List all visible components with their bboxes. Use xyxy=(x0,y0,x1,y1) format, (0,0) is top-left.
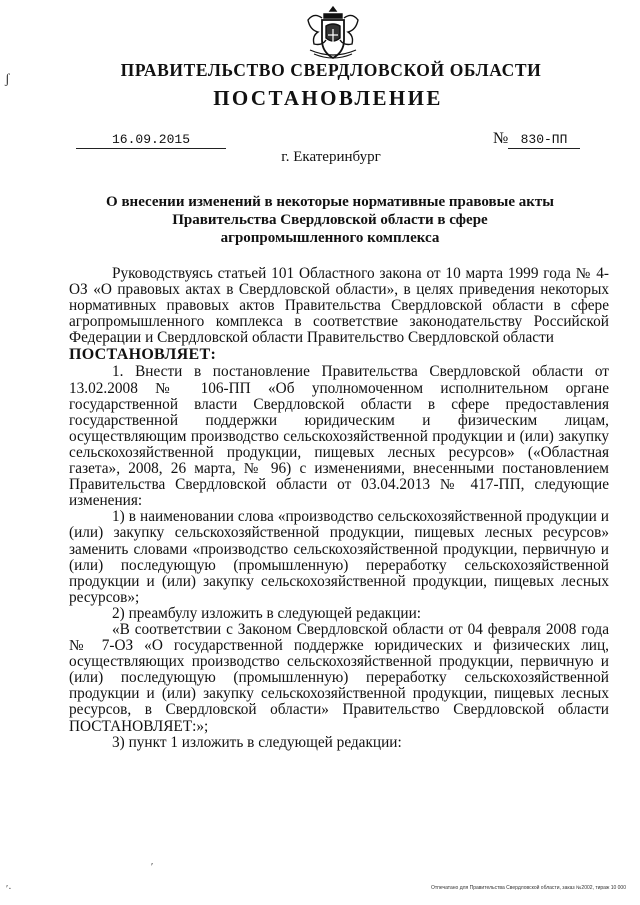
stray-mark: ʹ xyxy=(151,862,154,873)
body-paragraph: 1. Внести в постановление Правительства Свердловской области от 13.02.2008 № 106-ПП «Об уполномоченном исполнительном органе государственной власти Свердловской области в сфере предоставления государственной поддержки юридическим и физическим лицам, осуществляющим производство сельскохозяйственной продукции и (или) закупку сельскохозяйственной продукции, пищевых лесных ресурсов» («Областная газета», 2008, 26 марта, № 96) с изменениями, внесенными постановлением Правительства Свердловской области от 03.04.2013 № 417-ПП, следующие изменения: xyxy=(69,363,609,510)
document-type: ПОСТАНОВЛЕНИЕ xyxy=(213,86,443,110)
document-title xyxy=(90,193,570,247)
government-name: ПРАВИТЕЛЬСТВО СВЕРДЛОВСКОЙ ОБЛАСТИ xyxy=(120,60,542,80)
decree-word: ПОСТАНОВЛЯЕТ: xyxy=(69,346,217,364)
number-label: № xyxy=(493,130,509,147)
coat-of-arms-icon xyxy=(302,4,364,64)
title-line: агропромышленного комплекса xyxy=(220,230,440,246)
body-paragraph: 1) в наименовании слова «производство сельскохозяйственной продукции и (или) закупку сельскохозяйственной продукции, пищевых лесных ресурсов» заменить словами «производство сельскохозяйственной продукции, первичную и (или) последующую (промышленную) переработку сельскохозяйственной продукции и (или) закупку сельскохозяйственной продукции, пищевых лесных ресурсов»; xyxy=(69,508,609,606)
margin-mark: ʃ xyxy=(5,72,10,87)
body-paragraph: Руководствуясь статьей 101 Областного закона от 10 марта 1999 года № 4-ОЗ «О правовых актах в Свердловской области», в целях приведения некоторых нормативных правовых актов Правительства Свердловской области в сфере агропромышленного комплекса в соответствие законодательству Российской Федерации и Свердловской области Правительство Свердловской области xyxy=(69,265,609,347)
corner-mark: ʹ· xyxy=(6,884,12,895)
body-paragraph: 3) пункт 1 изложить в следующей редакции: xyxy=(112,733,402,751)
body-paragraph: 2) преамбулу изложить в следующей редакции: xyxy=(112,604,422,622)
date-field: 16.09.2015 xyxy=(76,132,226,149)
title-line: Правительства Свердловской области в сфере xyxy=(172,212,488,228)
title-line: О внесении изменений в некоторые нормативные правовые акты xyxy=(106,194,554,210)
print-footer: Отпечатано для Правительства Свердловской области, заказ №2002, тираж 10 000 xyxy=(430,885,626,891)
number-field: 830-ПП xyxy=(508,132,580,149)
body-paragraph: «В соответствии с Законом Свердловской области от 04 февраля 2008 года № 7-ОЗ «О государственной поддержке юридических и физических лиц, осуществляющих производство сельскохозяйственной продукции, первичную и (или) последующую (промышленную) переработку сельскохозяйственной продукции и (или) закупку сельскохозяйственной продукции, пищевых лесных ресурсов, в Свердловской области» Правительство Свердловской области ПОСТАНОВЛЯЕТ:»; xyxy=(69,620,609,735)
document-body xyxy=(69,266,609,751)
city: г. Екатеринбург xyxy=(281,149,381,165)
